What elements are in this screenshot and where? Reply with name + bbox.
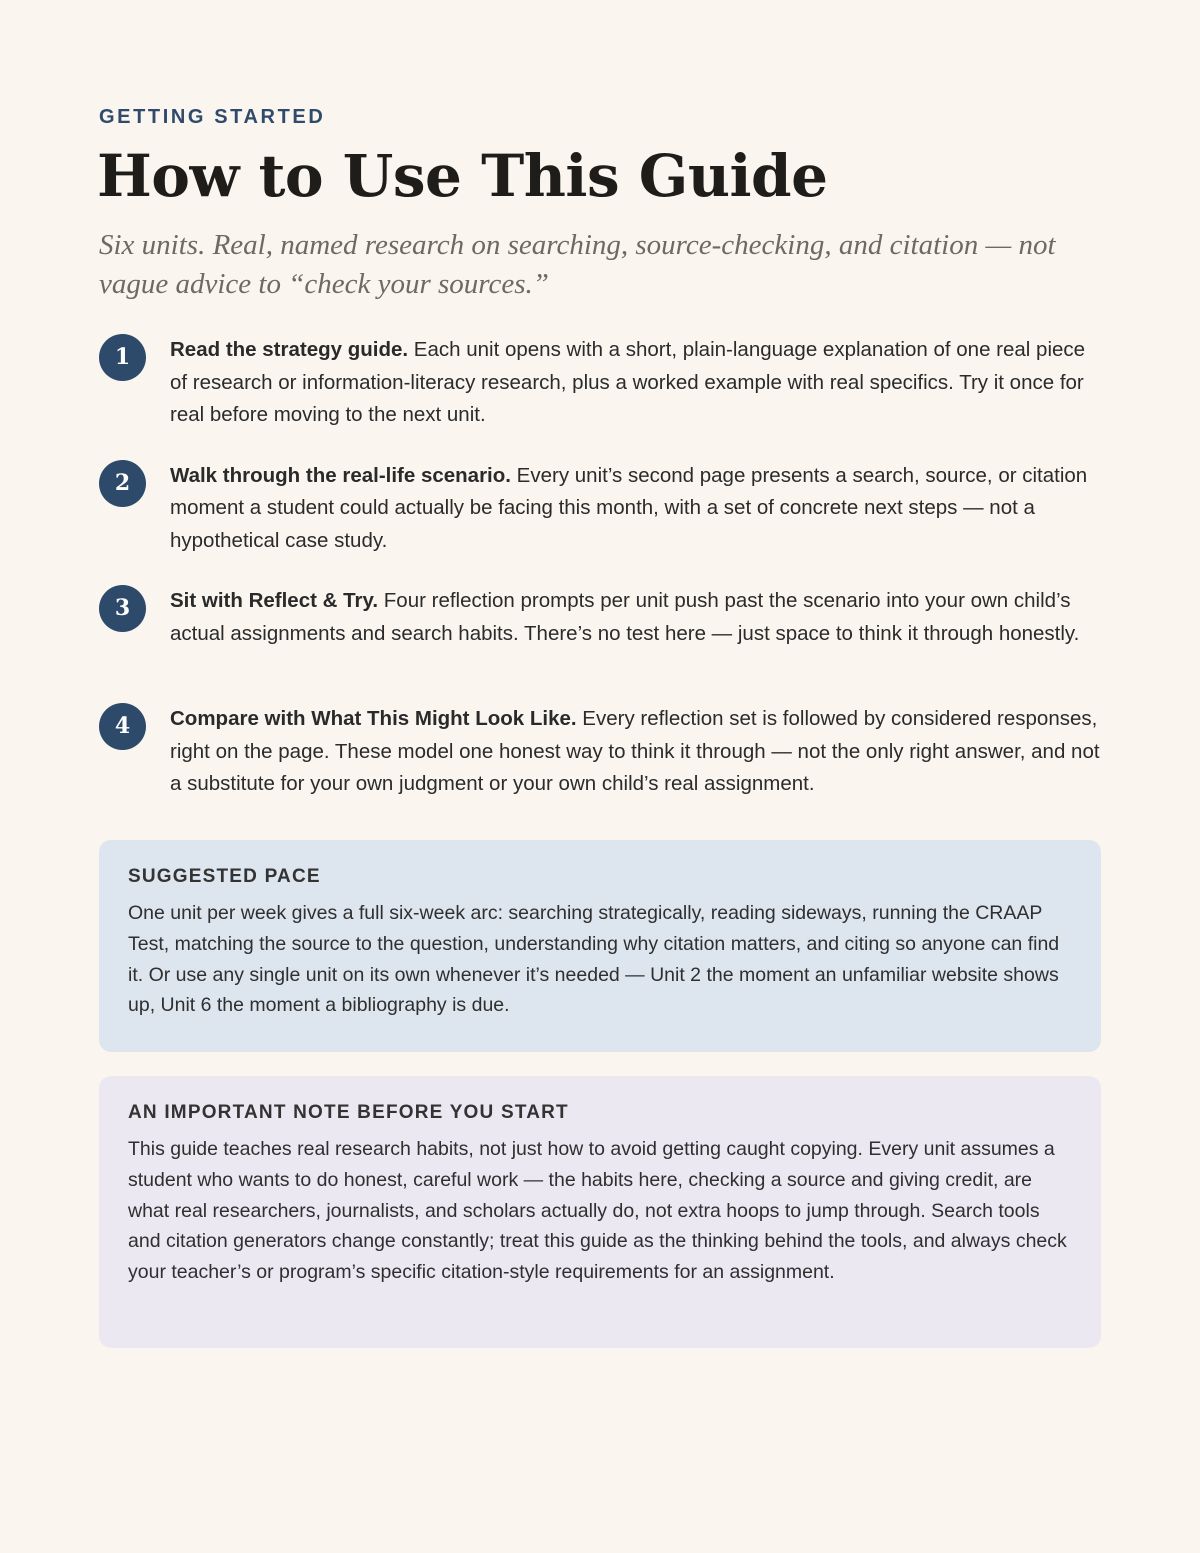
step-item [99,585,1103,675]
step-lead: Walk through the real-life scenario. [170,463,511,487]
step-lead: Read the strategy guide. [170,338,409,361]
step-number-badge: 3 [99,585,146,632]
step-number-badge: 2 [99,460,146,507]
step-lead: Compare with What This Might Look Like. [170,707,577,730]
step-text [170,703,1103,801]
step-text [170,334,1103,432]
step-item [99,460,1103,558]
callout-heading: AN IMPORTANT NOTE BEFORE YOU START [128,1102,569,1123]
page-subtitle: Six units. Real, named research on searching, source-checking, and citation — not vague advice to “check your sources.” [99,229,1056,300]
section-eyebrow: GETTING STARTED [99,106,326,128]
step-body: Four reflection prompts per unit push past the scenario into your own child’s actual assignments and search habits. There’s no test here — just space to think it through honestly. [170,589,1080,645]
step-body: Each unit opens with a short, plain-language explanation of one real piece of research or information-literacy research, plus a worked example with real specifics. Try it once for real before moving to the next unit. [170,338,1086,426]
step-body: Every unit’s second page presents a search, source, or citation moment a student could actually be facing this month, with a set of concrete next steps — not a hypothetical case study. [170,463,1088,552]
important-note-callout [99,1076,1101,1348]
callout-body: This guide teaches real research habits, not just how to avoid getting caught copying. Every unit assumes a student who wants to do honest, careful work — the habits here, checking a source and giving credit, are what real researchers, journalists, and scholars actually do, not extra hoops to jump through. Search tools and citation generators change constantly; treat this guide as the thinking behind the tools, and always check your teacher’s or program’s specific citation-style requirements for an assignment. [128,1138,1067,1284]
callout-heading: SUGGESTED PACE [128,866,321,887]
step-item [99,703,1103,801]
step-number-badge: 1 [99,334,146,381]
step-number-badge: 4 [99,703,146,750]
steps-list [99,334,1103,829]
callout-body: One unit per week gives a full six-week arc: searching strategically, reading sideways, running the CRAAP Test, matching the source to the question, understanding why citation matters, and citing so anyone can find it. Or use any single unit on its own whenever it’s needed — Unit 2 the moment an unfamiliar website shows up, Unit 6 the moment a bibliography is due. [128,902,1060,1017]
step-item [99,334,1103,432]
page-title: How to Use This Guide [97,142,828,210]
step-text [170,585,1103,650]
step-lead: Sit with Reflect & Try. [170,589,379,612]
step-body: Every reflection set is followed by considered responses, right on the page. These model one honest way to think it through — not the only right answer, and not a substitute for your own judgment or your own child’s real assignment. [170,707,1100,795]
suggested-pace-callout [99,840,1101,1052]
step-text [170,460,1103,558]
